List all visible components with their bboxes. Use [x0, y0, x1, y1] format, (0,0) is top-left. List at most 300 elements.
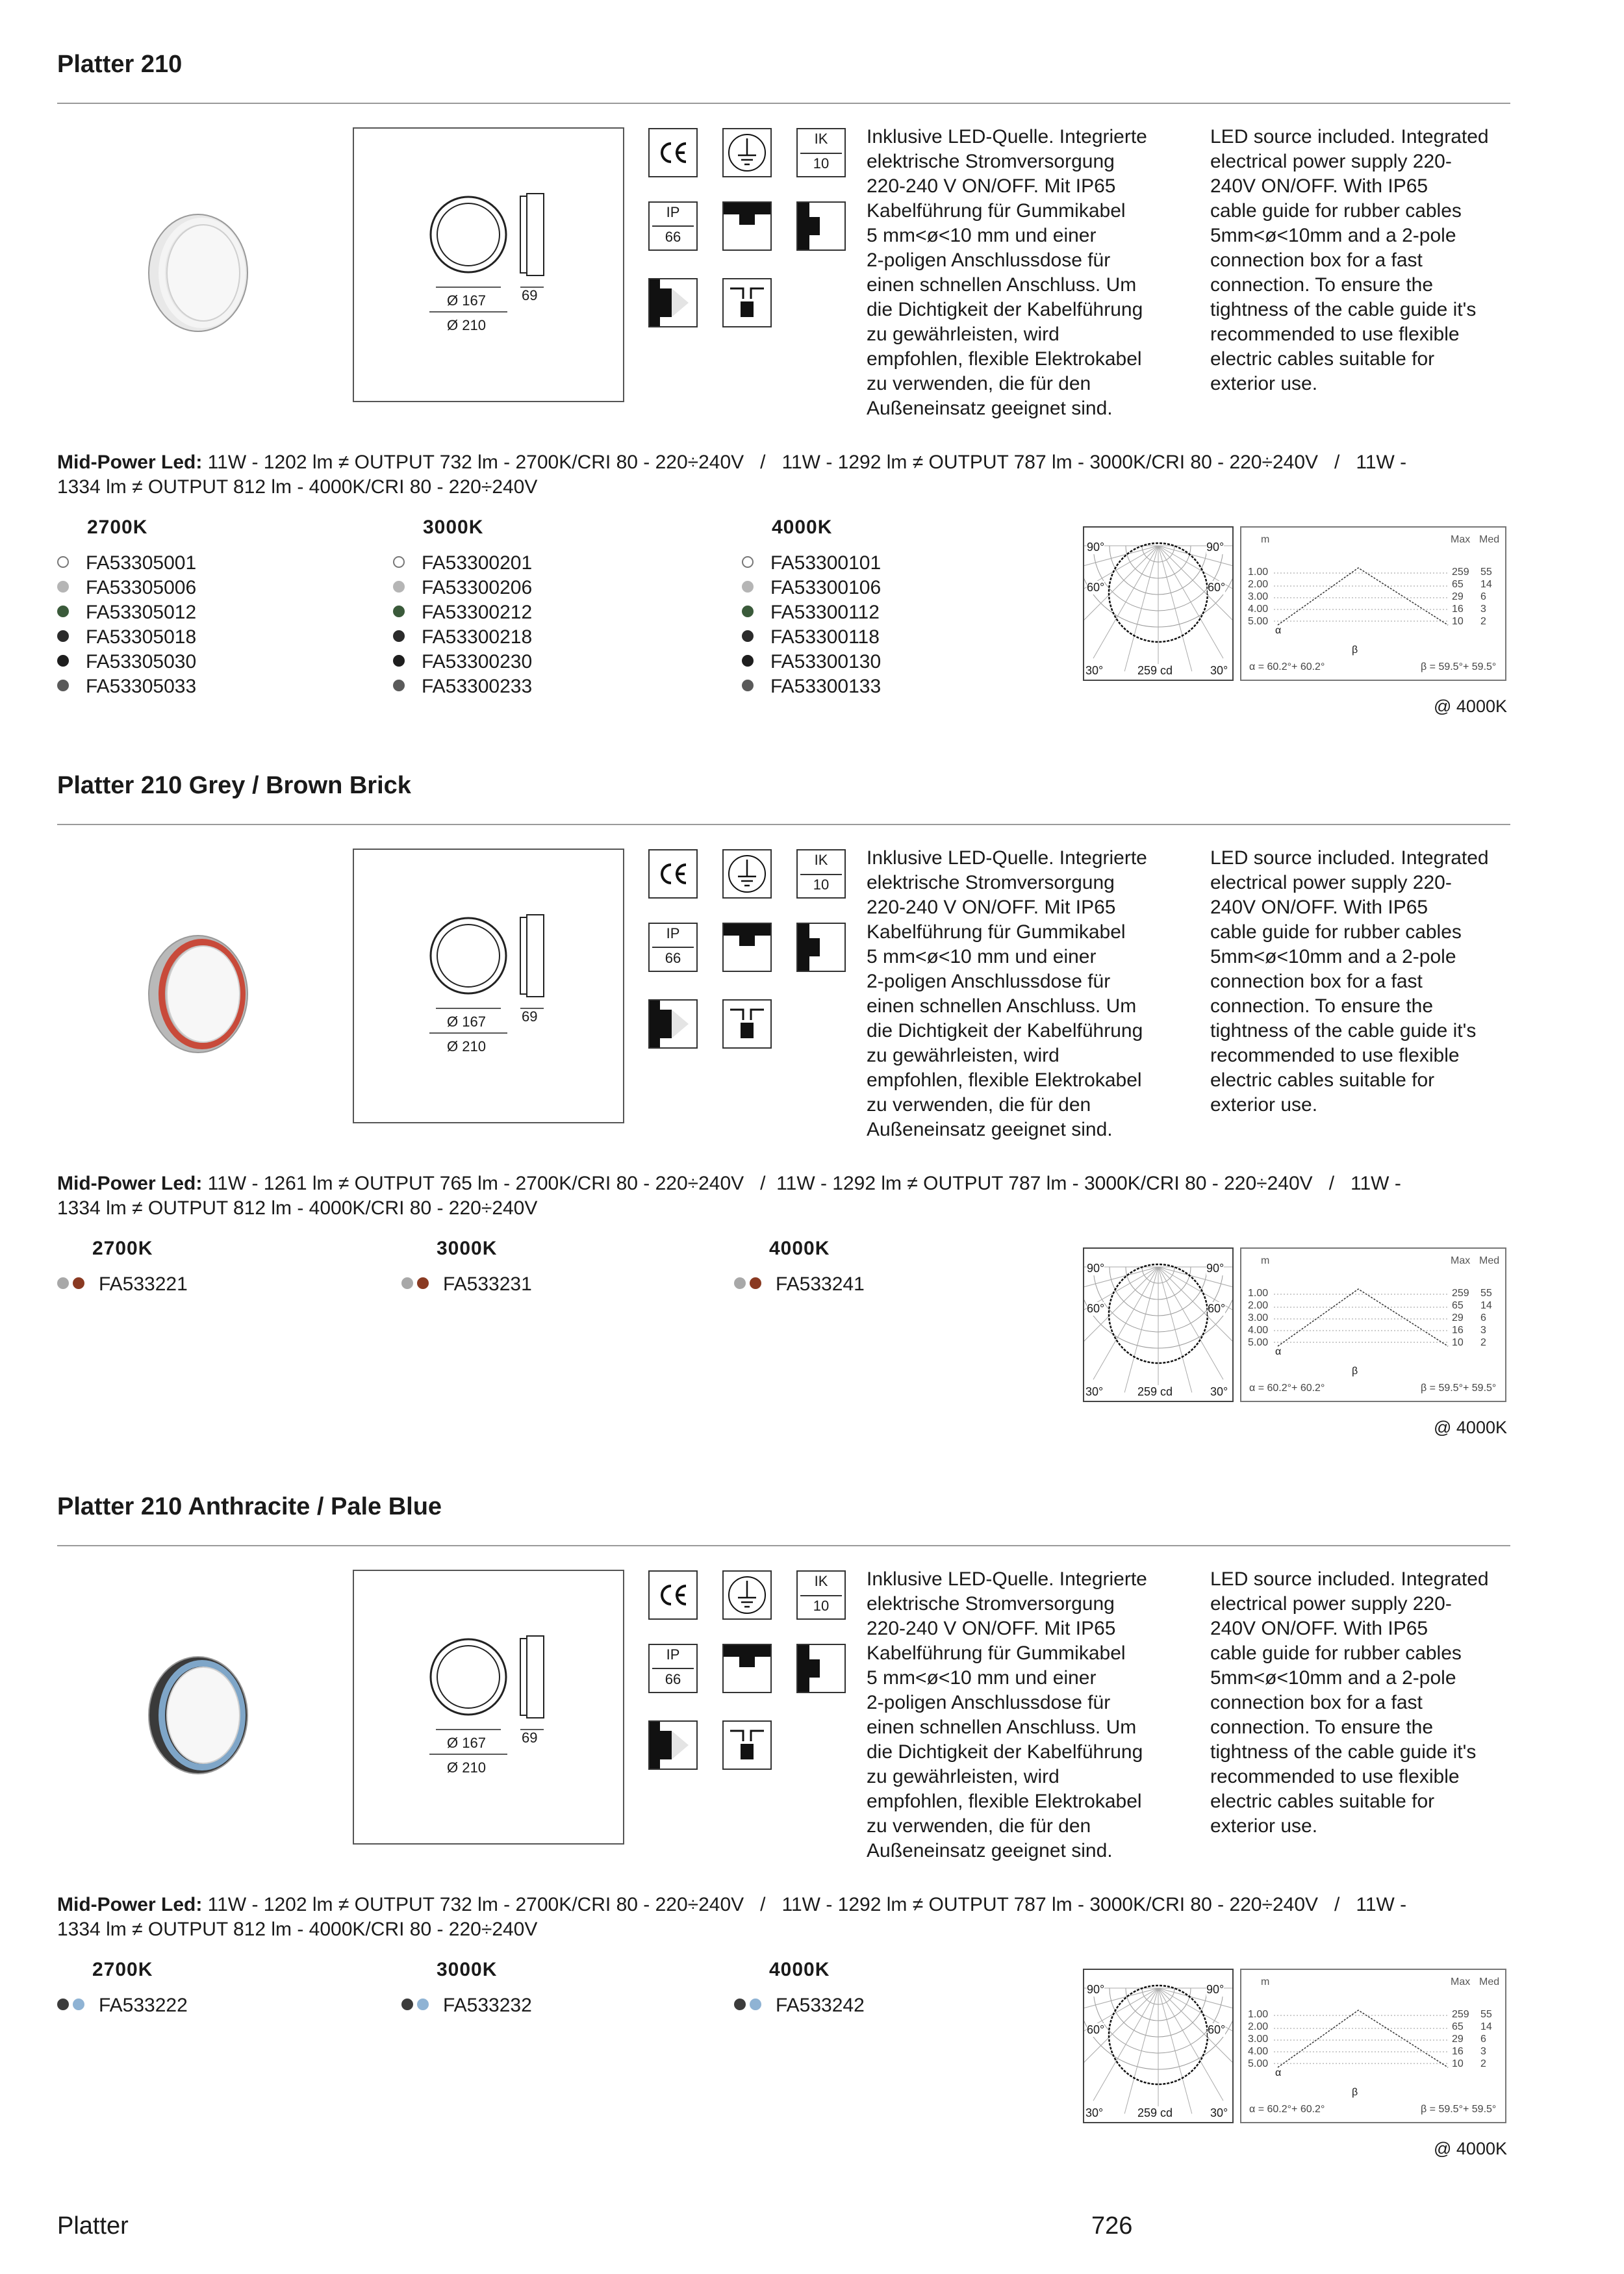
dim-label-depth: 69: [522, 1008, 538, 1025]
product-code: FA53300218: [422, 626, 533, 648]
cable-glyph: [730, 1010, 764, 1020]
ik-divider: [800, 874, 842, 875]
product-code: FA53300230: [422, 651, 533, 672]
ip-value: 66: [665, 1671, 681, 1687]
product-code-row: [742, 650, 881, 674]
ceiling-mount-icon: [722, 923, 772, 972]
cone-header-med: Med: [1479, 534, 1500, 545]
cone-distance: 1.00: [1248, 1288, 1269, 1299]
cone-beta: β: [1352, 1366, 1358, 1377]
cone-max-lux: 10: [1452, 616, 1464, 627]
earth-ground-icon: [722, 128, 772, 177]
column-header-3000k: 3000K: [423, 517, 484, 538]
product-code: FA53300112: [770, 602, 880, 623]
spec-line: [57, 450, 1525, 500]
cone-max-lux: 259: [1452, 567, 1469, 578]
ip-label: IP: [666, 204, 680, 220]
polar-label-30-left: 30°: [1085, 664, 1104, 677]
product-code-row: [57, 625, 196, 650]
spec-label: Mid-Power Led:: [57, 1894, 203, 1915]
finish-swatch: [742, 606, 754, 617]
polar-label-60-right: 60°: [1208, 2023, 1226, 2036]
polar-spoke: [1158, 546, 1192, 671]
wall-fixture: [809, 217, 820, 235]
accent-swatch: [750, 1999, 761, 2010]
product-code: FA533231: [443, 1273, 532, 1295]
product-code: FA53300212: [422, 602, 533, 623]
product-photo: [146, 1654, 250, 1777]
product-code-row: [742, 674, 881, 699]
dimension-drawing-svg: [354, 1571, 623, 1843]
ceiling-mount-icon-svg: [724, 1645, 770, 1692]
ik-label: IK: [814, 1573, 828, 1589]
finish-swatch: [393, 606, 405, 617]
column-header-4000k: 4000K: [772, 517, 833, 538]
ik-rating-badge: [796, 1570, 846, 1620]
ik-rating-badge: [796, 128, 846, 177]
cone-svg: [1241, 1970, 1505, 2122]
cone-header-max: Max: [1451, 1255, 1471, 1266]
cone-outline: [1278, 1289, 1448, 1346]
side-fixture: [660, 1731, 672, 1759]
cone-med-lux: 3: [1480, 1325, 1486, 1336]
earth-ground-icon: [722, 849, 772, 899]
cone-distance: 3.00: [1248, 1312, 1269, 1323]
cone-distance: 1.00: [1248, 567, 1269, 578]
side-beam: [672, 288, 689, 317]
cone-med-lux: 2: [1480, 616, 1486, 627]
cone-beta: β: [1352, 645, 1358, 656]
section-divider: [57, 824, 1510, 825]
wall-bar: [798, 924, 809, 971]
dim-label-d167: Ø 167: [447, 292, 486, 309]
wall-side-mount-icon-svg: [650, 1001, 696, 1047]
polar-label-90-right: 90°: [1206, 1262, 1224, 1275]
cone-max-lux: 10: [1452, 1337, 1464, 1348]
ik-divider: [800, 153, 842, 154]
product-code: FA53305018: [86, 626, 197, 648]
finish-swatch: [734, 1277, 746, 1289]
cone-distance: 1.00: [1248, 2009, 1269, 2020]
cone-distance: 5.00: [1248, 1337, 1269, 1348]
product-code-row: [734, 1993, 865, 2018]
spec-label: Mid-Power Led:: [57, 452, 203, 473]
lamp-diffuser: [167, 1667, 240, 1763]
product-code-row: [742, 551, 881, 576]
finish-swatch: [57, 581, 69, 593]
ce-e-glyph: [676, 865, 686, 883]
cone-med-lux: 6: [1480, 591, 1486, 602]
product-code: FA53300201: [422, 552, 533, 574]
cone-med-lux: 2: [1480, 1337, 1486, 1348]
ip-value: 66: [665, 229, 681, 245]
wall-bar: [798, 203, 809, 249]
description-en: LED source included. Integrated electrical power supply 220- 240V ON/OFF. With IP65 cable guide for rubber cables 5mm<ø<10mm and a 2-pole connection box for a fast connection. To ensure the tightness of the cable guide it's recommended to use flexible electric cables suitable for exterior use.: [1210, 126, 1489, 394]
description-en: LED source included. Integrated electrical power supply 220- 240V ON/OFF. With IP65 cable guide for rubber cables 5mm<ø<10mm and a 2-pole connection box for a fast connection. To ensure the tightness of the cable guide it's recommended to use flexible electric cables suitable for exterior use.: [1210, 847, 1489, 1116]
ce-c-glyph: [662, 865, 671, 883]
spec-line-2: 1334 lm ≠ OUTPUT 812 lm - 4000K/CRI 80 - 220÷240V: [57, 1197, 538, 1219]
polar-label-60-right: 60°: [1208, 581, 1226, 594]
column-header-2700k: 2700K: [92, 1238, 153, 1259]
cone-distance: 5.00: [1248, 616, 1269, 627]
cone-med-lux: 55: [1480, 2009, 1492, 2020]
polar-label-60-right: 60°: [1208, 1302, 1226, 1315]
accent-swatch: [750, 1277, 761, 1289]
ce-mark-icon-svg: [650, 129, 696, 176]
side-fixture: [660, 288, 672, 317]
cone-distance: 2.00: [1248, 1300, 1269, 1311]
product-code: FA53300130: [770, 651, 882, 672]
ce-e-glyph: [676, 144, 686, 162]
lamp-diffuser: [167, 225, 240, 321]
front-view-inner: [437, 925, 500, 987]
product-code-row: [734, 1272, 865, 1297]
wall-fixture: [809, 1659, 820, 1678]
ip-rating-icon: [648, 923, 698, 972]
section-divider: [57, 103, 1510, 104]
wall-side-mount-icon: [648, 1720, 698, 1770]
cone-distance: 2.00: [1248, 579, 1269, 590]
wall-mount-icon: [796, 923, 846, 972]
product-code: FA533232: [443, 1995, 532, 2016]
ce-c-glyph: [662, 1586, 671, 1604]
description-de: Inklusive LED-Quelle. Integrierte elektrische Stromversorgung 220-240 V ON/OFF. Mit IP65 Kabelführung für Gummikabel 5 mm<ø<10 mm und einer 2-poligen Anschlussdose für einen schnellen Anschluss. Um die Dichtigkeit der Kabelführung zu gewährleisten, wird empfohlen, flexible Elektrokabel zu verwenden, die für den Außeneinsatz geeignet sind.: [867, 126, 1147, 419]
accent-swatch: [73, 1999, 84, 2010]
product-code-row: [57, 600, 196, 625]
cone-header-max: Max: [1451, 1976, 1471, 1987]
product-code-row: [742, 576, 881, 600]
lamp-diffuser: [167, 946, 240, 1042]
polar-label-30-right: 30°: [1210, 2106, 1228, 2119]
cone-max-lux: 10: [1452, 2058, 1464, 2069]
product-code: FA53305030: [86, 651, 197, 672]
wall-side-mount-icon-svg: [650, 1722, 696, 1769]
side-beam: [672, 1731, 689, 1759]
product-code-row: [393, 674, 532, 699]
polar-label-30-left: 30°: [1085, 2106, 1104, 2119]
product-code-row: [57, 1993, 188, 2018]
cone-med-lux: 55: [1480, 1288, 1492, 1299]
cone-distance: 3.00: [1248, 591, 1269, 602]
finish-swatch: [742, 655, 754, 667]
cone-alpha-value: α = 60.2°+ 60.2°: [1249, 1383, 1325, 1394]
finish-swatch: [401, 1999, 413, 2010]
ce-c-glyph: [662, 144, 671, 162]
cone-unit-m: m: [1261, 534, 1270, 545]
ceiling-fixture: [739, 214, 755, 225]
product-code-row: [393, 576, 532, 600]
ik-value: 10: [813, 155, 830, 172]
spec-line-2: 1334 lm ≠ OUTPUT 812 lm - 4000K/CRI 80 - 220÷240V: [57, 476, 538, 498]
product-code: FA53300106: [770, 577, 882, 598]
front-view-inner: [437, 1646, 500, 1708]
product-code: FA53300133: [770, 676, 882, 697]
finish-swatch: [393, 655, 405, 667]
product-code: FA533242: [776, 1995, 865, 2016]
section-title: Platter 210 Anthracite / Pale Blue: [57, 1493, 442, 1520]
junction-box: [741, 1023, 754, 1038]
spec-line-1: 11W - 1202 lm ≠ OUTPUT 732 lm - 2700K/CRI 80 - 220÷240V / 11W - 1292 lm ≠ OUTPUT 787 lm - 3000K/CRI 80 - 220÷240V / 11W -: [202, 452, 1407, 473]
product-code-row: [401, 1993, 532, 2018]
cone-max-lux: 65: [1452, 2021, 1464, 2032]
polar-spoke: [1158, 1988, 1192, 2114]
cone-svg: [1241, 1249, 1505, 1401]
accent-swatch: [73, 1277, 84, 1289]
cone-max-lux: 65: [1452, 1300, 1464, 1311]
finish-swatch: [57, 606, 69, 617]
ce-mark-icon-svg: [650, 1572, 696, 1618]
wall-side-mount-icon: [648, 999, 698, 1049]
dimension-drawing-svg: [354, 129, 623, 401]
polar-max-cd: 259 cd: [1137, 664, 1173, 677]
earth-ground-icon: [722, 1570, 772, 1620]
dim-label-d167: Ø 167: [447, 1014, 486, 1030]
product-code: FA53300233: [422, 676, 533, 697]
cone-beta-value: β = 59.5°+ 59.5°: [1421, 661, 1497, 672]
side-wall-bar: [650, 1001, 660, 1047]
finish-swatch: [57, 1999, 69, 2010]
wall-mount-icon-svg: [798, 203, 844, 249]
cone-outline: [1278, 568, 1448, 625]
side-view-body: [520, 1639, 527, 1715]
cone-med-lux: 55: [1480, 567, 1492, 578]
photometric-note: @ 4000K: [1434, 1418, 1507, 1437]
product-code-row: [393, 625, 532, 650]
product-code: FA533241: [776, 1273, 865, 1295]
front-view-outer: [431, 918, 506, 993]
cone-header-med: Med: [1479, 1255, 1500, 1266]
finish-swatch: [57, 630, 69, 642]
wall-mount-icon-svg: [798, 924, 844, 971]
wall-mount-icon: [796, 201, 846, 251]
description-en: LED source included. Integrated electrical power supply 220- 240V ON/OFF. With IP65 cable guide for rubber cables 5mm<ø<10mm and a 2-pole connection box for a fast connection. To ensure the tightness of the cable guide it's recommended to use flexible electric cables suitable for exterior use.: [1210, 1568, 1489, 1837]
column-header-4000k: 4000K: [769, 1959, 830, 1980]
dim-label-d210: Ø 210: [447, 1038, 486, 1054]
junction-box: [741, 1744, 754, 1759]
cone-unit-m: m: [1261, 1976, 1270, 1987]
finish-swatch: [742, 556, 754, 568]
ip-label: IP: [666, 1646, 680, 1663]
polar-label-90-left: 90°: [1087, 1262, 1105, 1275]
cone-med-lux: 14: [1480, 2021, 1492, 2032]
product-code: FA53305033: [86, 676, 197, 697]
side-fixture: [660, 1010, 672, 1038]
finish-swatch: [401, 1277, 413, 1289]
cone-alpha-value: α = 60.2°+ 60.2°: [1249, 661, 1325, 672]
polar-label-60-left: 60°: [1087, 2023, 1105, 2036]
ik-divider: [800, 1595, 842, 1596]
photometric-note: @ 4000K: [1434, 2139, 1507, 2158]
product-code-row: [393, 600, 532, 625]
dim-label-d210: Ø 210: [447, 317, 486, 333]
product-code: FA53305012: [86, 602, 197, 623]
wall-bar: [798, 1645, 809, 1692]
cone-header-max: Max: [1451, 534, 1471, 545]
ce-mark-icon: [648, 1570, 698, 1620]
accent-swatch: [417, 1999, 429, 2010]
cone-max-lux: 29: [1452, 1312, 1464, 1323]
cone-max-lux: 29: [1452, 2034, 1464, 2045]
cone-svg: [1241, 528, 1505, 680]
polar-label-30-left: 30°: [1085, 1385, 1104, 1398]
finish-swatch: [742, 630, 754, 642]
polar-label-60-left: 60°: [1087, 1302, 1105, 1315]
product-section: [0, 721, 1624, 1442]
cone-med-lux: 6: [1480, 2034, 1486, 2045]
wall-mount-icon: [796, 1644, 846, 1693]
ip-label: IP: [666, 925, 680, 941]
page-number: 726: [1091, 2212, 1133, 2240]
ground-glyph: [738, 860, 756, 886]
description-de: Inklusive LED-Quelle. Integrierte elektrische Stromversorgung 220-240 V ON/OFF. Mit IP65 Kabelführung für Gummikabel 5 mm<ø<10 mm und einer 2-poligen Anschlussdose für einen schnellen Anschluss. Um die Dichtigkeit der Kabelführung zu gewährleisten, wird empfohlen, flexible Elektrokabel zu verwenden, die für den Außeneinsatz geeignet sind.: [867, 1568, 1147, 1861]
spec-line: [57, 1893, 1525, 1942]
dim-label-depth: 69: [522, 1730, 538, 1746]
cone-med-lux: 6: [1480, 1312, 1486, 1323]
cone-distance: 2.00: [1248, 2021, 1269, 2032]
product-section: [0, 0, 1624, 721]
product-code: FA533221: [99, 1273, 188, 1295]
cone-med-lux: 3: [1480, 2046, 1486, 2057]
side-view-body: [520, 917, 527, 994]
ceiling-bar: [724, 1645, 770, 1657]
cone-med-lux: 14: [1480, 579, 1492, 590]
ceiling-fixture: [739, 936, 755, 946]
spec-line-1: 11W - 1261 lm ≠ OUTPUT 765 lm - 2700K/CRI 80 - 220÷240V / 11W - 1292 lm ≠ OUTPUT 787 lm - 3000K/CRI 80 - 220÷240V / 11W -: [202, 1173, 1401, 1194]
side-beam: [672, 1010, 689, 1038]
cone-beta-value: β = 59.5°+ 59.5°: [1421, 1383, 1497, 1394]
ceiling-mount-icon: [722, 1644, 772, 1693]
polar-label-30-right: 30°: [1210, 664, 1228, 677]
dimension-drawing: [353, 127, 624, 402]
connection-box-icon-svg: [724, 1001, 770, 1047]
product-code: FA53305006: [86, 577, 197, 598]
finish-swatch: [393, 680, 405, 691]
dimension-drawing-svg: [354, 850, 623, 1122]
polar-label-30-right: 30°: [1210, 1385, 1228, 1398]
ceiling-bar: [724, 924, 770, 936]
ce-mark-icon: [648, 849, 698, 899]
polar-spoke: [1158, 1267, 1192, 1392]
earth-ground-icon-svg: [724, 850, 770, 897]
ceiling-mount-icon: [722, 201, 772, 251]
cone-beta-value: β = 59.5°+ 59.5°: [1421, 2104, 1497, 2115]
finish-swatch: [742, 680, 754, 691]
side-wall-bar: [650, 1722, 660, 1769]
cone-med-lux: 2: [1480, 2058, 1486, 2069]
connection-box-icon: [722, 1720, 772, 1770]
section-title: Platter 210 Grey / Brown Brick: [57, 772, 411, 799]
product-section: [0, 1442, 1624, 2164]
illuminance-cone-diagram: [1240, 1247, 1506, 1402]
side-view-cap: [527, 915, 544, 997]
product-code-row: [57, 576, 196, 600]
cone-distance: 4.00: [1248, 604, 1269, 615]
cone-distance: 3.00: [1248, 2034, 1269, 2045]
finish-swatch: [57, 1277, 69, 1289]
front-view-inner: [437, 203, 500, 266]
front-view-outer: [431, 197, 506, 272]
ce-mark-icon-svg: [650, 850, 696, 897]
ip-rating-icon: [648, 201, 698, 251]
product-code-row: [57, 551, 196, 576]
ceiling-mount-icon-svg: [724, 203, 770, 249]
product-code-row: [57, 674, 196, 699]
product-code-row: [401, 1272, 532, 1297]
finish-swatch: [742, 581, 754, 593]
ceiling-fixture: [739, 1657, 755, 1667]
polar-spoke: [1124, 546, 1158, 671]
connection-box-icon: [722, 999, 772, 1049]
cone-unit-m: m: [1261, 1255, 1270, 1266]
column-header-3000k: 3000K: [437, 1238, 498, 1259]
ip-rating-icon: [648, 1644, 698, 1693]
polar-label-90-right: 90°: [1206, 541, 1224, 554]
polar-diagram: [1083, 1247, 1234, 1402]
cone-max-lux: 65: [1452, 579, 1464, 590]
earth-ground-icon-svg: [724, 1572, 770, 1618]
cone-max-lux: 16: [1452, 1325, 1464, 1336]
product-code-row: [742, 600, 880, 625]
illuminance-cone-diagram: [1240, 526, 1506, 681]
polar-spoke: [1124, 1267, 1158, 1392]
dimension-drawing: [353, 1570, 624, 1845]
product-code: FA533222: [99, 1995, 188, 2016]
finish-swatch: [57, 655, 69, 667]
cone-beta: β: [1352, 2087, 1358, 2098]
cable-glyph: [730, 1731, 764, 1741]
dim-label-depth: 69: [522, 287, 538, 303]
product-photo-svg: [146, 211, 250, 335]
description-de: Inklusive LED-Quelle. Integrierte elektrische Stromversorgung 220-240 V ON/OFF. Mit IP65 Kabelführung für Gummikabel 5 mm<ø<10 mm und einer 2-poligen Anschlussdose für einen schnellen Anschluss. Um die Dichtigkeit der Kabelführung zu gewährleisten, wird empfohlen, flexible Elektrokabel zu verwenden, die für den Außeneinsatz geeignet sind.: [867, 847, 1147, 1140]
product-photo: [146, 932, 250, 1056]
product-code-row: [742, 625, 880, 650]
product-photo-svg: [146, 1654, 250, 1777]
cone-header-med: Med: [1479, 1976, 1500, 1987]
column-header-2700k: 2700K: [92, 1959, 153, 1980]
cone-med-lux: 14: [1480, 1300, 1492, 1311]
spec-line-1: 11W - 1202 lm ≠ OUTPUT 732 lm - 2700K/CRI 80 - 220÷240V / 11W - 1292 lm ≠ OUTPUT 787 lm - 3000K/CRI 80 - 220÷240V / 11W -: [202, 1894, 1407, 1915]
cone-max-lux: 16: [1452, 604, 1464, 615]
dim-label-d210: Ø 210: [447, 1759, 486, 1776]
wall-fixture: [809, 938, 820, 956]
ceiling-bar: [724, 203, 770, 214]
footer-family: Platter: [57, 2212, 129, 2240]
front-view-outer: [431, 1639, 506, 1715]
ground-glyph: [738, 1581, 756, 1607]
cone-alpha: α: [1275, 625, 1282, 636]
finish-swatch: [393, 556, 405, 568]
finish-swatch: [393, 581, 405, 593]
spec-line-2: 1334 lm ≠ OUTPUT 812 lm - 4000K/CRI 80 - 220÷240V: [57, 1919, 538, 1940]
cone-max-lux: 16: [1452, 2046, 1464, 2057]
ip-value: 66: [665, 950, 681, 966]
finish-swatch: [57, 556, 69, 568]
cone-alpha: α: [1275, 2067, 1282, 2078]
cable-glyph: [730, 288, 764, 299]
section-divider: [57, 1545, 1510, 1546]
polar-label-60-left: 60°: [1087, 581, 1105, 594]
section-title: Platter 210: [57, 51, 183, 78]
product-code: FA53300101: [770, 552, 882, 574]
polar-label-90-left: 90°: [1087, 1983, 1105, 1996]
polar-label-90-right: 90°: [1206, 1983, 1224, 1996]
cone-distance: 4.00: [1248, 1325, 1269, 1336]
side-view-cap: [527, 194, 544, 275]
finish-swatch: [57, 680, 69, 691]
finish-swatch: [734, 1999, 746, 2010]
cone-max-lux: 29: [1452, 591, 1464, 602]
ik-label: IK: [814, 131, 828, 147]
